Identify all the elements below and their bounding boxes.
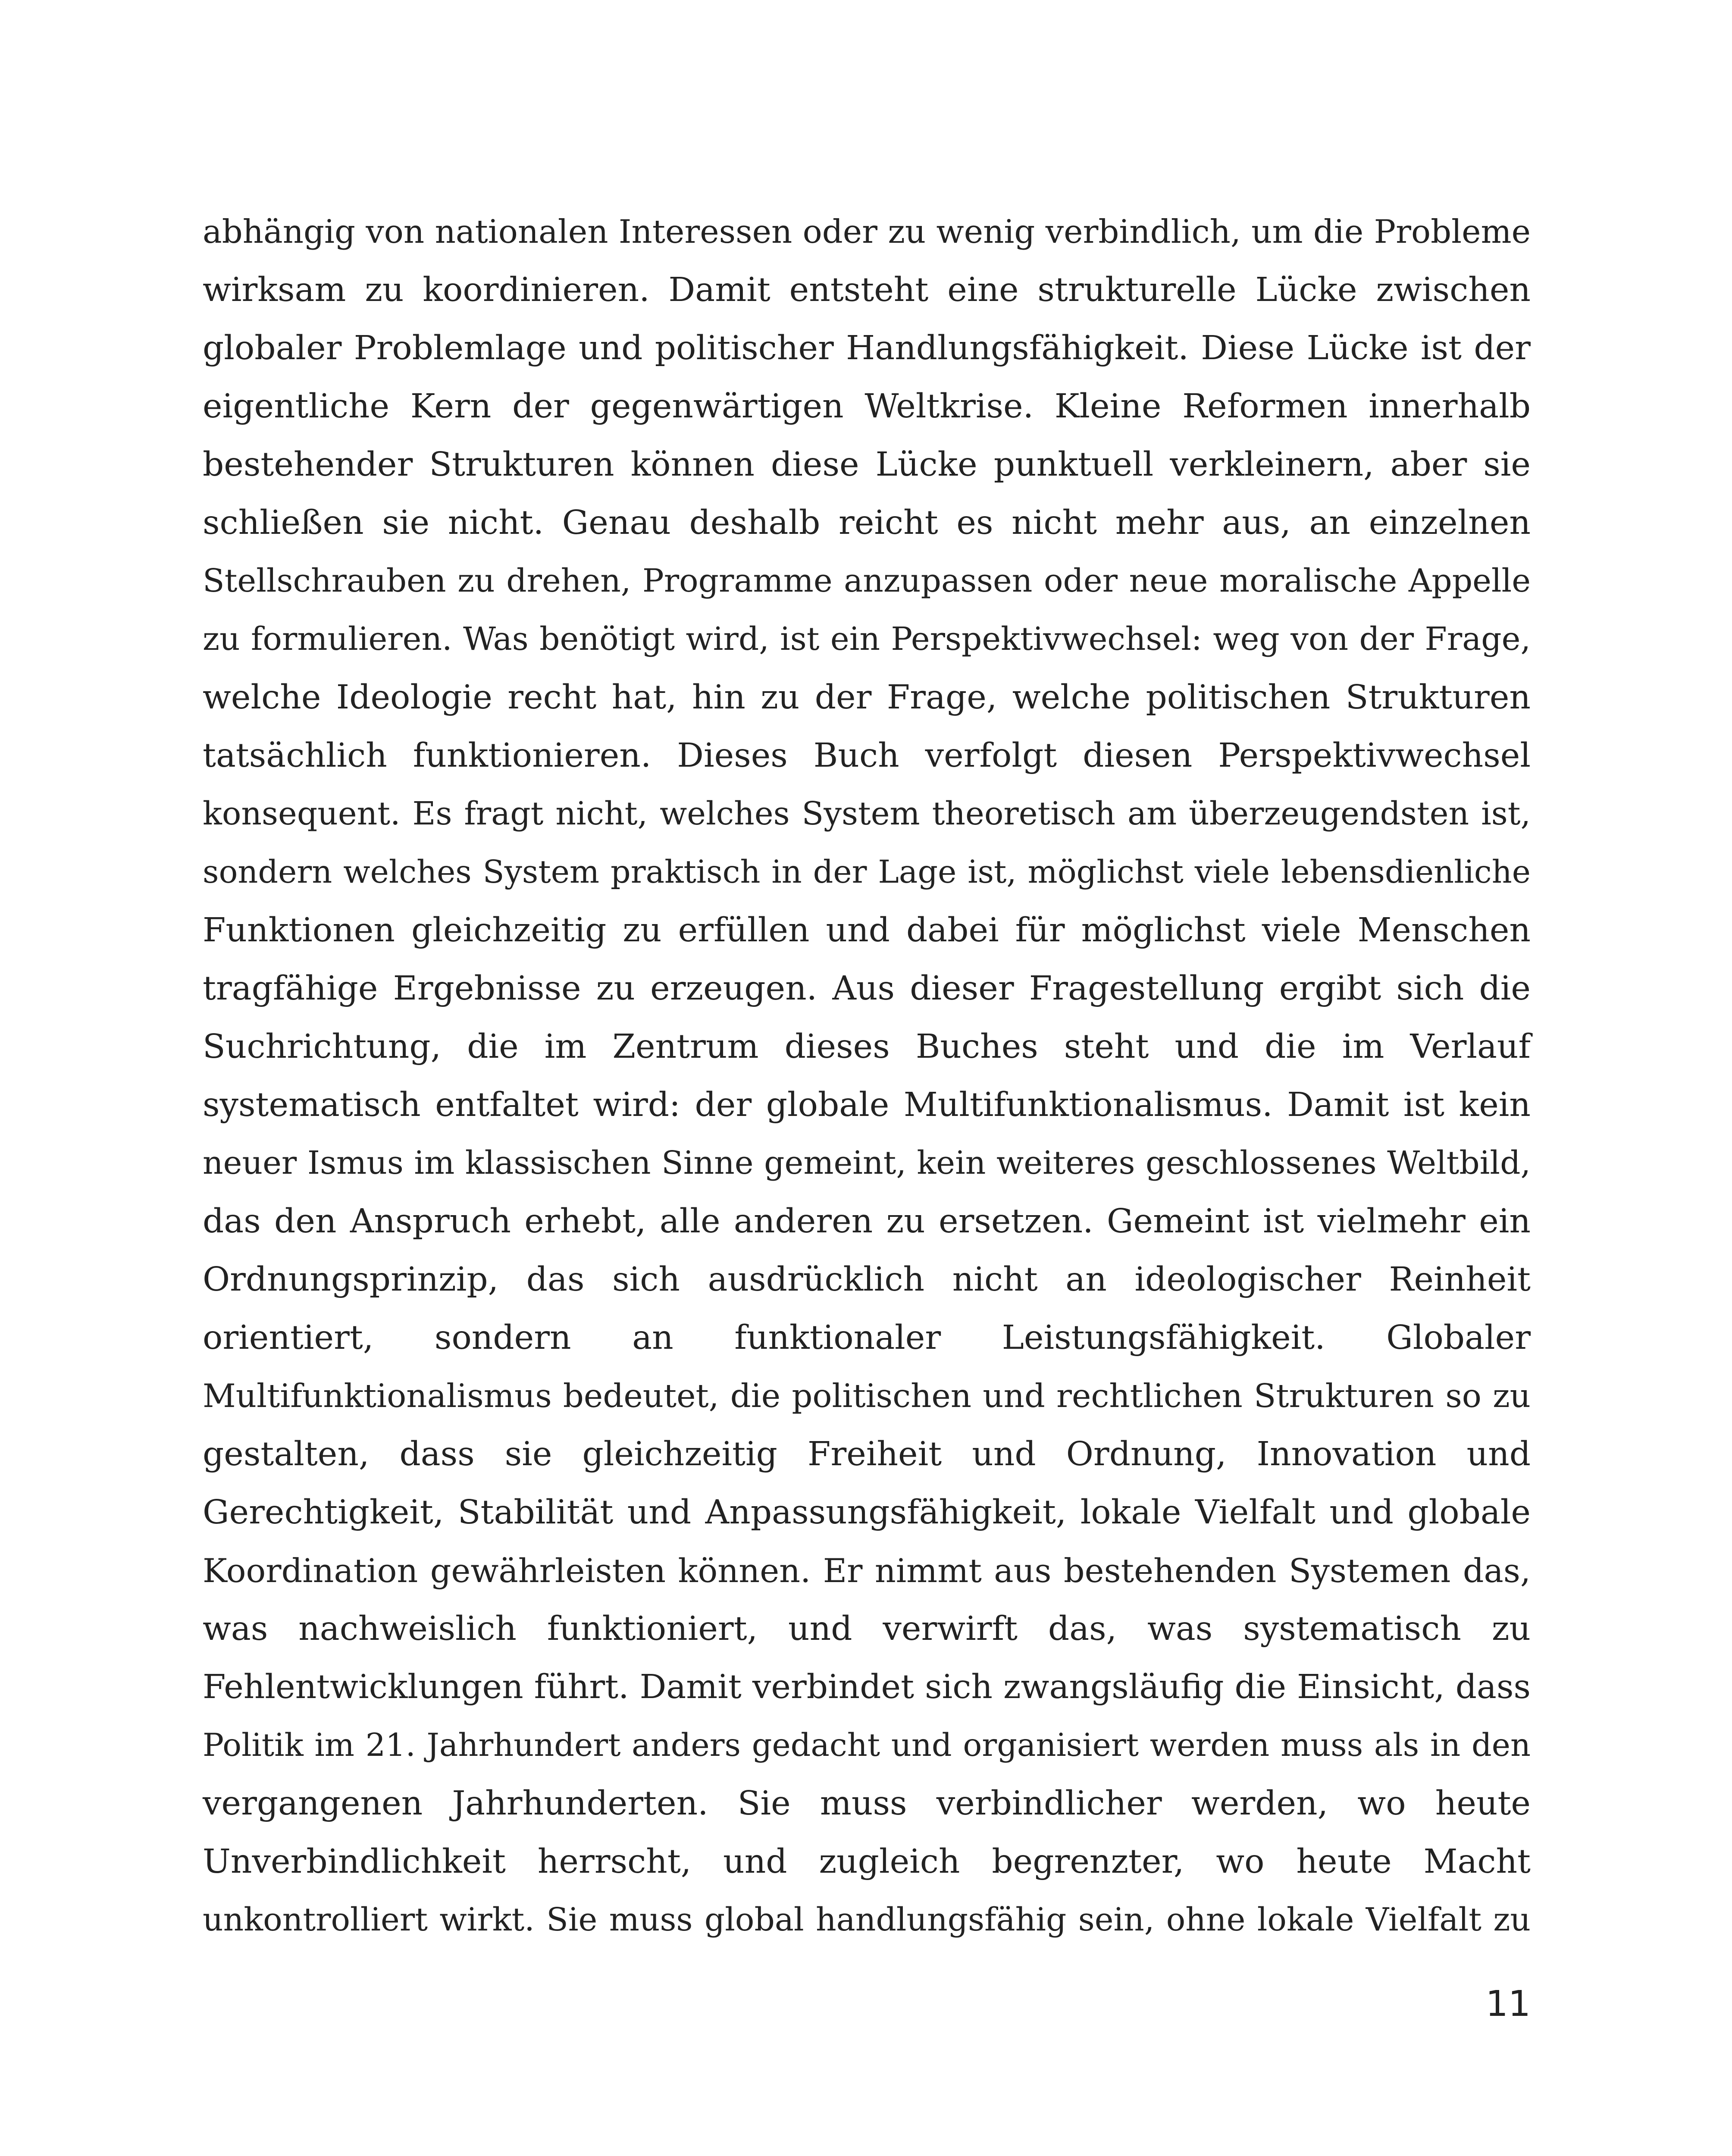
- text-line: bestehender Strukturen können diese Lücke punktuell verkleinern, aber sie: [203, 445, 1531, 484]
- text-line: orientiert, sondern an funktionaler Leistungsfähigkeit. Globaler: [203, 1319, 1531, 1357]
- text-line: Funktionen gleichzeitig zu erfüllen und dabei für möglichst viele Menschen: [203, 911, 1531, 950]
- text-line: globaler Problemlage und politischer Handlungsfähigkeit. Diese Lücke ist der: [203, 329, 1531, 367]
- text-line: vergangenen Jahrhunderten. Sie muss verbindlicher werden, wo heute: [203, 1784, 1531, 1823]
- text-line: wirksam zu koordinieren. Damit entsteht eine strukturelle Lücke zwischen: [203, 271, 1531, 309]
- text-line: schließen sie nicht. Genau deshalb reicht es nicht mehr aus, an einzelnen: [203, 504, 1531, 542]
- text-line: das den Anspruch erhebt, alle anderen zu ersetzen. Gemeint ist vielmehr ein: [203, 1202, 1531, 1241]
- page-number: 11: [1485, 1984, 1531, 2024]
- text-line: Multifunktionalismus bedeutet, die politischen und rechtlichen Strukturen so zu: [203, 1377, 1531, 1415]
- text-line: Ordnungsprinzip, das sich ausdrücklich nicht an ideologischer Reinheit: [203, 1260, 1531, 1299]
- text-line: Suchrichtung, die im Zentrum dieses Buches steht und die im Verlauf: [203, 1028, 1531, 1066]
- text-line: Koordination gewährleisten können. Er nimmt aus bestehenden Systemen das,: [203, 1551, 1531, 1590]
- text-line: Politik im 21. Jahrhundert anders gedacht und organisiert werden muss als in den: [203, 1727, 1531, 1764]
- text-line: welche Ideologie recht hat, hin zu der Frage, welche politischen Strukturen: [203, 678, 1531, 717]
- text-line: gestalten, dass sie gleichzeitig Freiheit und Ordnung, Innovation und: [203, 1435, 1531, 1473]
- text-line: tragfähige Ergebnisse zu erzeugen. Aus dieser Fragestellung ergibt sich die: [203, 969, 1531, 1008]
- body-text: [203, 203, 1531, 1949]
- text-line: Stellschrauben zu drehen, Programme anzupassen oder neue moralische Appelle: [203, 562, 1531, 599]
- text-line: sondern welches System praktisch in der Lage ist, möglichst viele lebensdienliche: [203, 854, 1531, 890]
- text-line: zu formulieren. Was benötigt wird, ist ein Perspektivwechsel: weg von der Frage,: [203, 620, 1531, 658]
- text-line: eigentliche Kern der gegenwärtigen Weltkrise. Kleine Reformen innerhalb: [203, 387, 1531, 426]
- text-line: systematisch entfaltet wird: der globale Multifunktionalismus. Damit ist kein: [203, 1086, 1531, 1124]
- text-line: tatsächlich funktionieren. Dieses Buch verfolgt diesen Perspektivwechsel: [203, 736, 1531, 775]
- text-line: abhängig von nationalen Interessen oder zu wenig verbindlich, um die Probleme: [203, 213, 1531, 251]
- text-line: neuer Ismus im klassischen Sinne gemeint, kein weiteres geschlossenes Weltbild,: [203, 1144, 1531, 1181]
- text-line: Unverbindlichkeit herrscht, und zugleich begrenzter, wo heute Macht: [203, 1843, 1531, 1881]
- text-line: was nachweislich funktioniert, und verwirft das, was systematisch zu: [203, 1610, 1531, 1648]
- text-line: konsequent. Es fragt nicht, welches System theoretisch am überzeugendsten ist,: [203, 795, 1531, 832]
- text-line: unkontrolliert wirkt. Sie muss global handlungsfähig sein, ohne lokale Vielfalt zu: [203, 1901, 1531, 1938]
- text-line: Fehlentwicklungen führt. Damit verbindet sich zwangsläufig die Einsicht, dass: [203, 1668, 1531, 1706]
- text-line: Gerechtigkeit, Stabilität und Anpassungsfähigkeit, lokale Vielfalt und globale: [203, 1493, 1531, 1532]
